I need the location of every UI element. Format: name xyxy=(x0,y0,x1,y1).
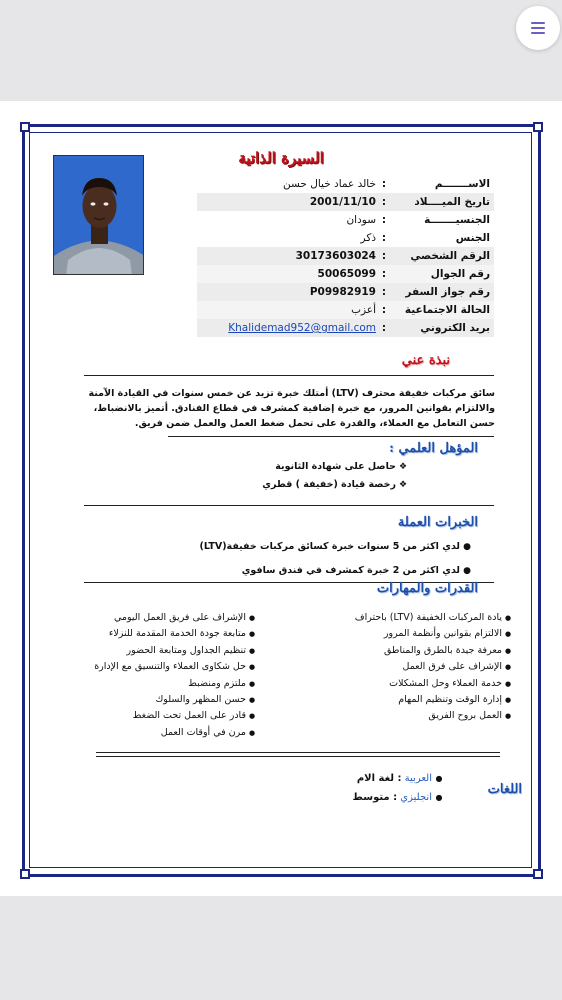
skill-item: حل شكاوى العملاء والتنسيق مع الإدارة xyxy=(94,661,246,673)
about-heading: نبذة عني xyxy=(401,353,450,368)
info-row xyxy=(197,211,494,229)
skill-item: معرفة جيدة بالطرق والمناطق xyxy=(383,644,502,656)
dot-bullet-icon: ● xyxy=(504,679,512,688)
divider xyxy=(84,375,494,376)
language-level: : متوسط xyxy=(352,792,398,803)
dot-bullet-icon: ● xyxy=(248,728,256,737)
dot-bullet-icon: ● xyxy=(504,696,512,705)
info-row xyxy=(197,193,494,211)
info-row xyxy=(197,265,494,283)
list-item xyxy=(262,458,410,476)
viewer-top-bar xyxy=(0,0,562,101)
corner-ornament xyxy=(533,869,543,879)
skill-item: الإشراف على فرق العمل xyxy=(402,661,502,673)
info-label: الحالة الاجتماعية xyxy=(404,304,490,316)
info-row xyxy=(197,229,494,247)
about-text: سائق مركبات خفيفة محترف (LTV) أمتلك خبرة تزيد عن خمس سنوات في القيادة الآمنة والالتزام بقوانين المرور، مع خبرة إضافية كمشرف في قطاع الفنادق. أتميز بالانضباط، حسن التعامل مع العملاء، والقدرة على تحمل ضغط العمل والعمل ضمن فريق. xyxy=(88,388,495,429)
info-label: الاســـــــم xyxy=(434,178,490,190)
list-item xyxy=(355,626,514,642)
skill-item: إدارة الوقت وتنظيم المهام xyxy=(398,694,502,706)
info-colon: : xyxy=(381,196,387,208)
corner-ornament xyxy=(533,122,543,132)
education-item: حاصل على شهادة الثانوية xyxy=(275,461,396,472)
skills-list-left xyxy=(94,610,258,741)
list-item xyxy=(94,626,258,642)
education-list xyxy=(262,458,410,494)
cv-document xyxy=(0,101,562,896)
diamond-bullet-icon: ❖ xyxy=(398,480,408,490)
skills-list-right xyxy=(355,610,514,725)
list-item xyxy=(200,559,474,583)
hamburger-line xyxy=(531,27,545,29)
info-colon: : xyxy=(381,268,387,280)
list-item xyxy=(94,659,258,675)
menu-button[interactable] xyxy=(516,6,560,50)
list-item xyxy=(355,659,514,675)
list-item xyxy=(355,708,514,724)
experience-list xyxy=(200,535,474,583)
list-item xyxy=(94,643,258,659)
corner-ornament xyxy=(20,122,30,132)
info-value: 2001/11/10 xyxy=(309,196,376,208)
dot-bullet-icon: ● xyxy=(504,663,512,672)
divider xyxy=(84,505,494,506)
dot-bullet-icon: ● xyxy=(435,774,443,783)
info-value: سودان xyxy=(346,214,376,226)
experience-item: لدي اكثر من 2 خبرة كمشرف في فندق سافوي xyxy=(241,565,460,576)
info-row xyxy=(197,175,494,193)
list-item xyxy=(353,788,446,807)
hamburger-line xyxy=(531,32,545,34)
list-item xyxy=(94,610,258,626)
info-value: أعزب xyxy=(351,304,376,316)
skill-item: مرن في أوقات العمل xyxy=(160,726,246,738)
dot-bullet-icon: ● xyxy=(248,630,256,639)
list-item xyxy=(355,692,514,708)
skill-item: حسن المظهر والسلوك xyxy=(155,694,246,706)
language-name: العربية xyxy=(404,773,432,784)
info-label: الجنسيـــــــة xyxy=(424,214,490,226)
info-label: تاريخ الميــــلاد xyxy=(414,196,490,208)
info-row xyxy=(197,301,494,319)
list-item xyxy=(94,692,258,708)
dot-bullet-icon: ● xyxy=(248,696,256,705)
dot-bullet-icon: ● xyxy=(463,542,471,552)
list-item xyxy=(94,676,258,692)
languages-heading: اللغات xyxy=(487,782,522,797)
info-value: P09982919 xyxy=(309,286,376,298)
info-label: رقم جواز السفر xyxy=(405,286,490,298)
diamond-bullet-icon: ❖ xyxy=(398,462,408,472)
list-item xyxy=(262,476,410,494)
dot-bullet-icon: ● xyxy=(504,614,512,622)
info-colon: : xyxy=(381,214,387,226)
skill-item: متابعة جودة الخدمة المقدمة للنزلاء xyxy=(108,628,246,640)
list-item xyxy=(355,610,514,626)
cv-title: السيرة الذاتية xyxy=(238,149,324,167)
info-colon: : xyxy=(381,304,387,316)
list-item xyxy=(353,769,446,788)
divider xyxy=(96,752,500,753)
experience-item: لدي اكثر من 5 سنوات خبرة كسائق مركبات خفيفة(LTV) xyxy=(199,541,460,552)
dot-bullet-icon: ● xyxy=(504,630,512,639)
divider xyxy=(168,436,494,437)
viewer-bottom-bar xyxy=(0,896,562,1000)
info-row xyxy=(197,283,494,301)
list-item xyxy=(355,643,514,659)
education-heading: المؤهل العلمي : xyxy=(389,441,478,456)
info-label: بريد الكتروني xyxy=(420,322,490,334)
list-item xyxy=(94,725,258,741)
personal-info-table xyxy=(197,175,494,337)
info-colon: : xyxy=(381,178,387,190)
profile-photo xyxy=(53,155,144,275)
list-item xyxy=(355,676,514,692)
dot-bullet-icon: ● xyxy=(248,679,256,688)
info-colon: : xyxy=(381,232,387,244)
skill-item: الإشراف على فريق العمل اليومي xyxy=(113,612,246,623)
hamburger-menu-icon xyxy=(531,22,545,24)
skill-item: يادة المركبات الخفيفة (LTV) باحتراف xyxy=(354,612,502,623)
email-link[interactable]: Khalidemad952@gmail.com xyxy=(228,322,376,334)
dot-bullet-icon: ● xyxy=(248,663,256,672)
dot-bullet-icon: ● xyxy=(463,566,471,576)
dot-bullet-icon: ● xyxy=(504,712,512,721)
skill-item: قادر على العمل تحت الضغط xyxy=(132,710,246,722)
education-item: رخصة قيادة (خفيفة ) قطري xyxy=(262,479,396,490)
info-colon: : xyxy=(381,322,387,334)
skill-item: تنظيم الجداول ومتابعة الحضور xyxy=(126,644,246,656)
info-value: 50065099 xyxy=(317,268,376,280)
info-value: خالد عماد خيال حسن xyxy=(283,178,376,190)
skill-item: خدمة العملاء وحل المشكلات xyxy=(389,677,502,689)
list-item xyxy=(200,535,474,559)
language-name: انجليزي xyxy=(400,792,432,803)
info-label: رقم الجوال xyxy=(430,268,490,280)
info-value: ذكر xyxy=(360,232,376,244)
dot-bullet-icon: ● xyxy=(435,793,443,802)
dot-bullet-icon: ● xyxy=(504,646,512,655)
skill-item: العمل بروح الفريق xyxy=(428,710,502,722)
languages-list xyxy=(353,769,446,807)
skill-item: الالتزام بقوانين وأنظمة المرور xyxy=(383,628,502,640)
dot-bullet-icon: ● xyxy=(248,646,256,655)
dot-bullet-icon: ● xyxy=(248,614,256,622)
info-value xyxy=(197,319,380,337)
info-row xyxy=(197,247,494,265)
corner-ornament xyxy=(20,869,30,879)
list-item xyxy=(94,708,258,724)
language-level: : لغة الام xyxy=(356,773,402,784)
experience-heading: الخبرات العملة xyxy=(397,515,478,530)
info-value: 30173603024 xyxy=(295,250,376,262)
divider xyxy=(96,756,500,757)
info-colon: : xyxy=(381,286,387,298)
dot-bullet-icon: ● xyxy=(248,712,256,721)
info-colon: : xyxy=(381,250,387,262)
info-label: الرقم الشخصي xyxy=(410,250,490,262)
info-row xyxy=(197,319,494,337)
skills-heading: القدرات والمهارات xyxy=(376,581,478,596)
info-label: الجنس xyxy=(455,232,490,244)
skill-item: ملتزم ومنضبط xyxy=(188,677,246,689)
